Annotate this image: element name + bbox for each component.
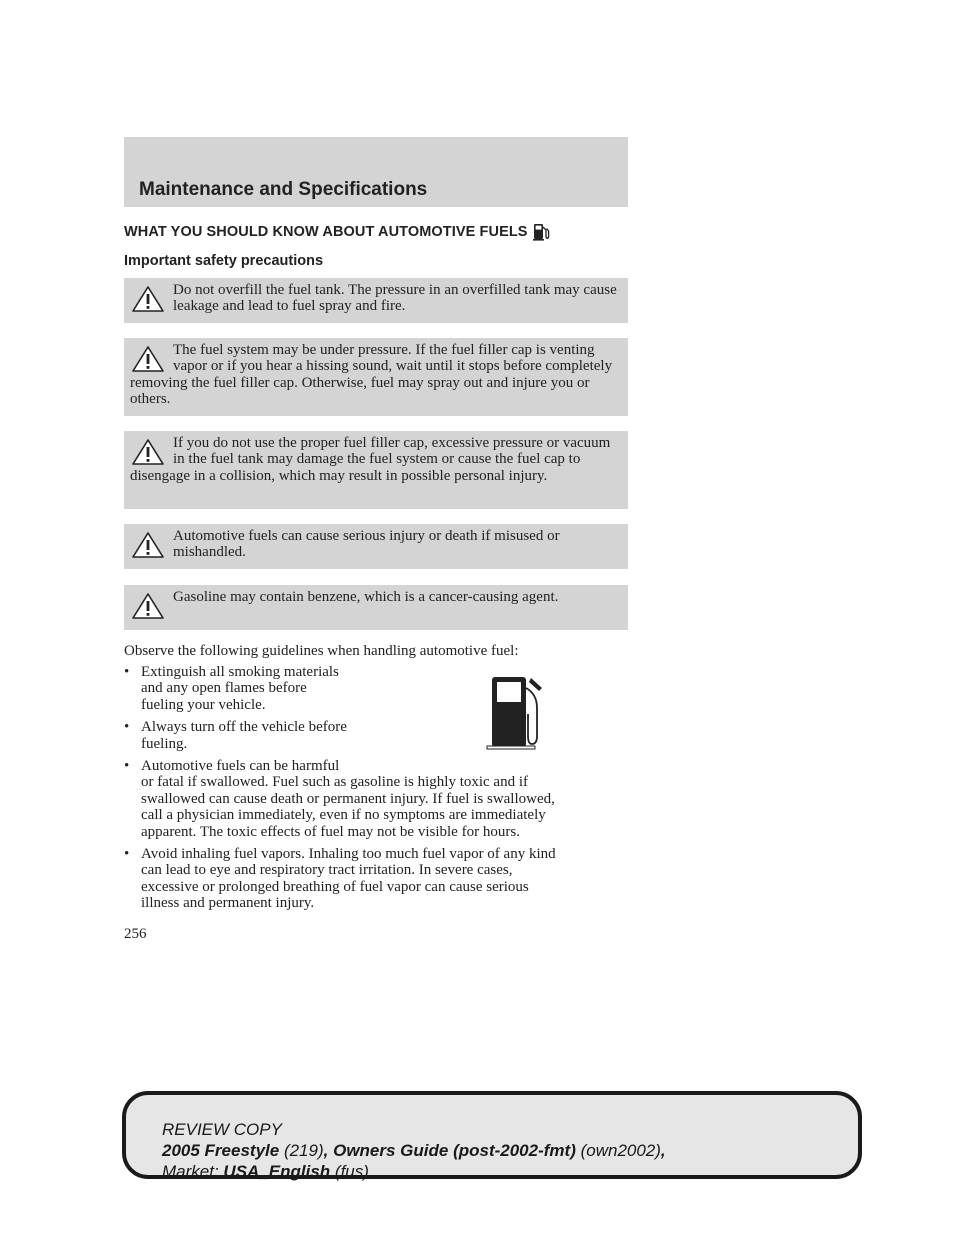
list-item-line: excessive or prolonged breathing of fuel vapor can cause serious <box>141 878 529 895</box>
page-number: 256 <box>124 926 147 942</box>
section-header-band <box>124 137 628 207</box>
warning-triangle-icon <box>130 284 166 314</box>
warning-text: The fuel system may be under pressure. If the fuel filler cap is venting vapor or if you hear a hissing sound, wait until it stops before completely removing the fuel filler cap. Otherwise, fuel may spray out and injure you or others. <box>130 342 613 408</box>
section-heading <box>124 222 552 242</box>
list-item <box>124 758 614 840</box>
list-item-line: call a physician immediately, even if no symptoms are immediately <box>141 807 546 824</box>
list-item-line: apparent. The toxic effects of fuel may not be visible for hours. <box>141 823 520 840</box>
warning-text: Do not overfill the fuel tank. The pressure in an overfilled tank may cause leakage and lead to fuel spray and fire. <box>173 282 617 315</box>
gas-pump-icon <box>485 674 551 752</box>
fuel-pump-icon <box>532 222 552 242</box>
warning-text: Gasoline may contain benzene, which is a cancer-causing agent. <box>173 589 559 605</box>
list-item-line: and any open flames before <box>141 680 307 697</box>
bullet: • <box>124 664 130 680</box>
list-item-line: fueling your vehicle. <box>141 696 266 713</box>
list-item-line: illness and permanent injury. <box>141 895 315 912</box>
list-item-line: Automotive fuels can be harmful <box>141 758 340 775</box>
warning-triangle-icon <box>130 530 166 560</box>
list-item-line: or fatal if swallowed. Fuel such as gasoline is highly toxic and if <box>141 774 529 791</box>
warning-text: Automotive fuels can cause serious injury or death if misused or mishandled. <box>173 528 560 561</box>
list-item-line: Avoid inhaling fuel vapors. Inhaling too much fuel vapor of any kind <box>141 846 556 863</box>
warning-triangle-icon <box>130 591 166 621</box>
intro-text: Observe the following guidelines when handling automotive fuel: <box>124 643 519 659</box>
list-item-line: swallowed can cause death or permanent injury. If fuel is swallowed, <box>141 790 555 807</box>
footer-separator: , <box>323 1141 329 1160</box>
list-item <box>124 846 614 912</box>
footer-guide-code: (own2002) <box>580 1141 661 1160</box>
footer-market-line <box>162 1161 858 1182</box>
footer-doc-line <box>162 1140 858 1161</box>
footer-market-label: Market: <box>162 1162 219 1181</box>
bullet: • <box>124 846 130 863</box>
bullet: • <box>124 758 130 775</box>
footer-market-code: (fus) <box>334 1162 369 1181</box>
warning-box <box>124 431 628 509</box>
list-item-line: fueling. <box>141 735 188 752</box>
list-item-line: can lead to eye and respiratory tract irritation. In severe cases, <box>141 862 513 879</box>
warning-box <box>124 524 628 569</box>
warning-triangle-icon <box>130 344 166 374</box>
footer-model-code: (219) <box>283 1141 324 1160</box>
list-item-line: Always turn off the vehicle before <box>141 719 347 736</box>
page-title: Maintenance and Specifications <box>139 179 428 200</box>
warning-box <box>124 278 628 323</box>
review-copy-footer <box>122 1091 862 1179</box>
review-copy-label: REVIEW COPY <box>162 1120 282 1139</box>
footer-model: 2005 Freestyle <box>162 1141 280 1160</box>
warning-text: If you do not use the proper fuel filler cap, excessive pressure or vacuum in the fuel tank may damage the fuel system or cause the fuel cap to disengage in a collision, which may result in possible personal injury. <box>130 435 611 484</box>
warning-box <box>124 338 628 416</box>
section-heading-text: WHAT YOU SHOULD KNOW ABOUT AUTOMOTIVE FUELS <box>124 224 528 240</box>
footer-separator: , <box>660 1141 666 1160</box>
subheading: Important safety precautions <box>124 253 324 269</box>
warning-box <box>124 585 628 630</box>
list-item-line: Extinguish all smoking materials <box>141 664 339 680</box>
bullet: • <box>124 719 130 736</box>
footer-guide: Owners Guide (post-2002-fmt) <box>333 1141 576 1160</box>
footer-market: USA_English <box>223 1162 331 1181</box>
warning-triangle-icon <box>130 437 166 467</box>
